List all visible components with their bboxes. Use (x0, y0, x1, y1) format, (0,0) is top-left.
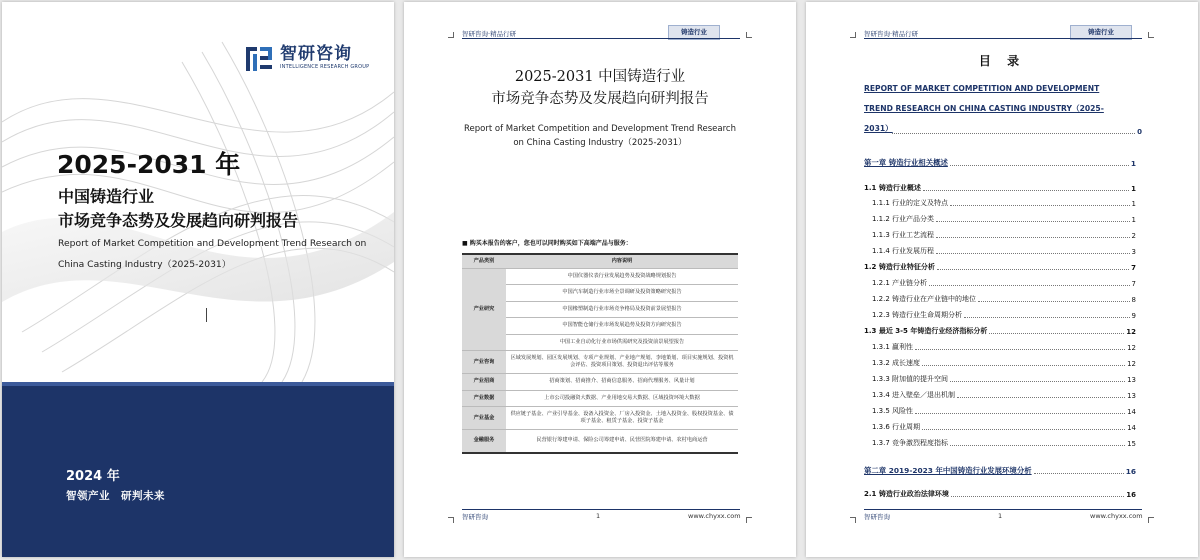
toc-leader-dots (922, 429, 1125, 430)
toc-page-number: 15 (1127, 440, 1136, 448)
toc-page-number: 7 (1131, 280, 1136, 288)
crop-mark (850, 32, 856, 38)
brand-logo (244, 44, 369, 74)
header-brand: 智研咨询·精品行研 (864, 30, 919, 38)
toc-entry[interactable] (872, 304, 1136, 320)
toc-entry[interactable] (872, 416, 1136, 432)
table-row (462, 390, 738, 407)
table-category: 产业咨询 (462, 351, 506, 374)
table-row (462, 430, 738, 453)
crop-mark (746, 32, 752, 38)
toc-entry-label: 1.3.7 竞争激烈程度指标 (872, 439, 949, 447)
logo-subtitle: INTELLIGENCE RESEARCH GROUP (280, 64, 370, 70)
footer-logo: 智研咨询 (462, 513, 488, 521)
crop-mark (1148, 517, 1154, 523)
header-brand: 智研咨询·精品行研 (462, 30, 517, 38)
toc-entry-label: 1.3.4 进入壁垒／退出机制 (872, 391, 956, 399)
toc-chapter-entry[interactable] (864, 460, 1136, 476)
toc-entry-label: 1.2 铸造行业特征分析 (864, 263, 935, 271)
toc-entry-label: 1.1.1 行业的定义及特点 (872, 199, 949, 207)
table-cell: 中国智能仓储行业市场发展趋势及投资方向研究报告 (506, 318, 738, 335)
toc-entry[interactable] (872, 240, 1136, 256)
toc-entry[interactable] (864, 256, 1136, 272)
table-category: 产业数据 (462, 390, 506, 407)
toc-page-number: 1 (1131, 216, 1136, 224)
table-cell: 中国汽车制造行业市场全景调研及投资策略研究报告 (506, 285, 738, 302)
cover-band-stripe (2, 382, 394, 386)
table-cell: 上市公司投融资大数据、产业用地交易大数据、区域投资环境大数据 (506, 390, 738, 407)
toc-page-number: 12 (1127, 360, 1136, 368)
page-number: 1 (998, 512, 1003, 520)
table-header: 产品类别 (462, 254, 506, 268)
cover-page (2, 2, 394, 557)
toc-entry-label: 1.3.5 风险性 (872, 407, 914, 415)
products-table (462, 253, 738, 454)
toc-leader-dots (936, 253, 1129, 254)
toc-page-number: 16 (1126, 491, 1136, 499)
table-cell: 区域发展规划、园区发展规划、专项产业规划、产业地产规划、李地策划、项目实施规划、投资机会评估、投资项目策划、投资退出评估等服务 (506, 351, 738, 374)
toc-entry[interactable] (872, 352, 1136, 368)
toc-chapter-entry[interactable] (864, 152, 1136, 168)
toc-leader-dots (951, 496, 1124, 497)
toc-leader-dots (957, 397, 1125, 398)
footer-logo: 智研咨询 (864, 513, 890, 521)
cover-date: 2024 年 (66, 469, 120, 484)
toc-entry[interactable] (872, 272, 1136, 288)
toc-page-number: 13 (1127, 392, 1136, 400)
toc-page-number: 1 (1131, 200, 1136, 208)
cover-title-english: Report of Market Competition and Development Trend Research on China Casting Industry（2025-2031） (58, 238, 367, 270)
toc-entry[interactable] (872, 288, 1136, 304)
table-cell: 中国橡塑制造行业市场竞争格局及投资前景展望报告 (506, 301, 738, 318)
toc-entry[interactable] (872, 336, 1136, 352)
text-cursor (206, 308, 207, 322)
toc-entry-label: 1.3.1 赢利性 (872, 343, 914, 351)
table-category: 产业研究 (462, 268, 506, 351)
crop-mark (850, 517, 856, 523)
table-category: 产业基金 (462, 407, 506, 430)
toc-entry-label: 1.3 最近 3-5 年铸造行业经济指标分析 (864, 327, 988, 335)
toc-leader-dots (989, 333, 1124, 334)
toc-leader-dots (922, 365, 1125, 366)
toc-page-number: 12 (1127, 344, 1136, 352)
toc-entry[interactable] (872, 224, 1136, 240)
toc-entry[interactable] (872, 192, 1136, 208)
toc-entry-label: 1.1 铸造行业概述 (864, 184, 921, 192)
table-row (462, 374, 738, 391)
toc-entry-label: 第一章 铸造行业相关概述 (864, 158, 948, 167)
toc-entry-label: 1.3.3 附加值的提升空间 (872, 375, 949, 383)
toc-leader-dots (937, 269, 1129, 270)
purchase-note: ■ 购买本报告的客户，您也可以同时购买如下高端产品与服务： (462, 240, 632, 247)
logo-mark-icon (244, 44, 274, 74)
toc-entry-label: 1.1.2 行业产品分类 (872, 215, 935, 223)
toc-page-number: 14 (1127, 408, 1136, 416)
toc-entry-label: 2.1 铸造行业政治法律环境 (864, 490, 949, 498)
header-rule (462, 38, 740, 39)
toc-page-number: 3 (1131, 248, 1136, 256)
toc-page-number: 12 (1126, 328, 1136, 336)
crop-mark (746, 517, 752, 523)
toc-entry-label: 1.2.3 铸造行业生命周期分析 (872, 311, 963, 319)
toc-entry[interactable] (864, 483, 1136, 499)
header-industry-tag: 铸造行业 (668, 25, 720, 40)
header-rule (864, 38, 1142, 39)
toc-leader-dots (950, 205, 1129, 206)
toc-page-number: 1 (1131, 185, 1136, 193)
toc-page-number: 0 (1137, 128, 1142, 136)
toc-page-number: 13 (1127, 376, 1136, 384)
report-intro-page (404, 2, 796, 557)
toc-english-title-line[interactable]: 2031） (864, 124, 893, 133)
table-cell: 民营银行筹建申请、保险公司筹建申请、民营医院筹建申请、农村电商运营 (506, 430, 738, 453)
toc-english-title-line[interactable]: REPORT OF MARKET COMPETITION AND DEVELOPMENT (864, 84, 1100, 93)
table-cell: 中国仪器仪表行业发展趋势及投资战略规划报告 (506, 268, 738, 285)
toc-leader-dots (1034, 473, 1124, 474)
toc-entry[interactable] (872, 432, 1136, 448)
toc-entry-label: 1.2.2 铸造行业在产业链中的地位 (872, 295, 977, 303)
toc-title: 目 录 (978, 54, 1026, 68)
table-cell: 中国工业自动化行业市场供需研究及投资前景展望报告 (506, 334, 738, 351)
crop-mark (448, 32, 454, 38)
table-category: 金融服务 (462, 430, 506, 453)
toc-leader-dots (950, 381, 1125, 382)
toc-entry-label: 第二章 2019-2023 年中国铸造行业发展环境分析 (864, 466, 1032, 475)
toc-entry[interactable] (872, 368, 1136, 384)
toc-entry[interactable] (864, 320, 1136, 336)
table-cell: 供应链子基金、产业引导基金、设备入投资金、厂房入投资金、土地入投资金、股权投资基金、债项子基金、租赁子基金、投资子基金 (506, 407, 738, 430)
cover-slogan: 智领产业 研判未来 (66, 490, 165, 502)
toc-entry[interactable] (872, 384, 1136, 400)
toc-page-number: 16 (1125, 467, 1136, 476)
toc-entry[interactable] (872, 208, 1136, 224)
toc-page-number: 8 (1131, 296, 1136, 304)
toc-page-number: 2 (1131, 232, 1136, 240)
toc-leader-dots (978, 301, 1129, 302)
table-category: 产业招商 (462, 374, 506, 391)
table-row (462, 407, 738, 430)
table-row (462, 351, 738, 374)
table-of-contents-page (806, 2, 1198, 557)
table-row (462, 268, 738, 285)
toc-entry[interactable] (864, 177, 1136, 193)
table-header: 内容说明 (506, 254, 738, 268)
toc-leader-dots (950, 445, 1125, 446)
header-industry-tag: 铸造行业 (1070, 25, 1132, 40)
toc-entry-label: 1.2.1 产业链分析 (872, 279, 928, 287)
toc-leader-dots (929, 285, 1129, 286)
toc-leader-dots (950, 165, 1129, 166)
footer-rule (864, 509, 1142, 510)
toc-entry-label: 1.1.3 行业工艺流程 (872, 231, 935, 239)
cover-bottom-band (2, 382, 394, 557)
cover-title-line1: 中国铸造行业 (58, 187, 155, 206)
toc-entry-label: 1.3.2 成长速度 (872, 359, 921, 367)
toc-page-number: 1 (1130, 159, 1136, 168)
toc-leader-dots (923, 190, 1129, 191)
toc-english-title-line[interactable]: TREND RESEARCH ON CHINA CASTING INDUSTRY（2025- (864, 104, 1104, 113)
footer-rule (462, 509, 740, 510)
table-cell: 招商策划、招商推介、招商信息服务、招商代理服务、风量计划 (506, 374, 738, 391)
report-title-line2: 市场竞争态势及发展趋向研判报告 (491, 91, 709, 107)
page-number: 1 (596, 512, 601, 520)
toc-page-number: 9 (1131, 312, 1136, 320)
cover-year-range: 2025-2031 年 (57, 150, 241, 179)
cover-title-line2: 市场竞争态势及发展趋向研判报告 (58, 211, 299, 230)
logo-name: 智研咨询 (280, 44, 352, 64)
toc-leader-dots (964, 317, 1129, 318)
toc-leader (890, 120, 1142, 136)
toc-leader-dots (936, 237, 1129, 238)
footer-url: www.chyxx.com (688, 512, 741, 520)
toc-entry[interactable] (872, 400, 1136, 416)
crop-mark (448, 517, 454, 523)
toc-leader-dots (915, 349, 1125, 350)
toc-entry-label: 1.1.4 行业发展历程 (872, 247, 935, 255)
toc-leader-dots (936, 221, 1129, 222)
crop-mark (1148, 32, 1154, 38)
report-title-english: Report of Market Competition and Development Trend Research on China Casting Industry（2025-2031） (464, 124, 736, 148)
toc-entry-label: 1.3.6 行业周期 (872, 423, 921, 431)
footer-url: www.chyxx.com (1090, 512, 1143, 520)
toc-leader-dots (915, 413, 1125, 414)
toc-page-number: 7 (1131, 264, 1136, 272)
toc-page-number: 14 (1127, 424, 1136, 432)
report-title-line1: 2025-2031 中国铸造行业 (514, 69, 686, 85)
